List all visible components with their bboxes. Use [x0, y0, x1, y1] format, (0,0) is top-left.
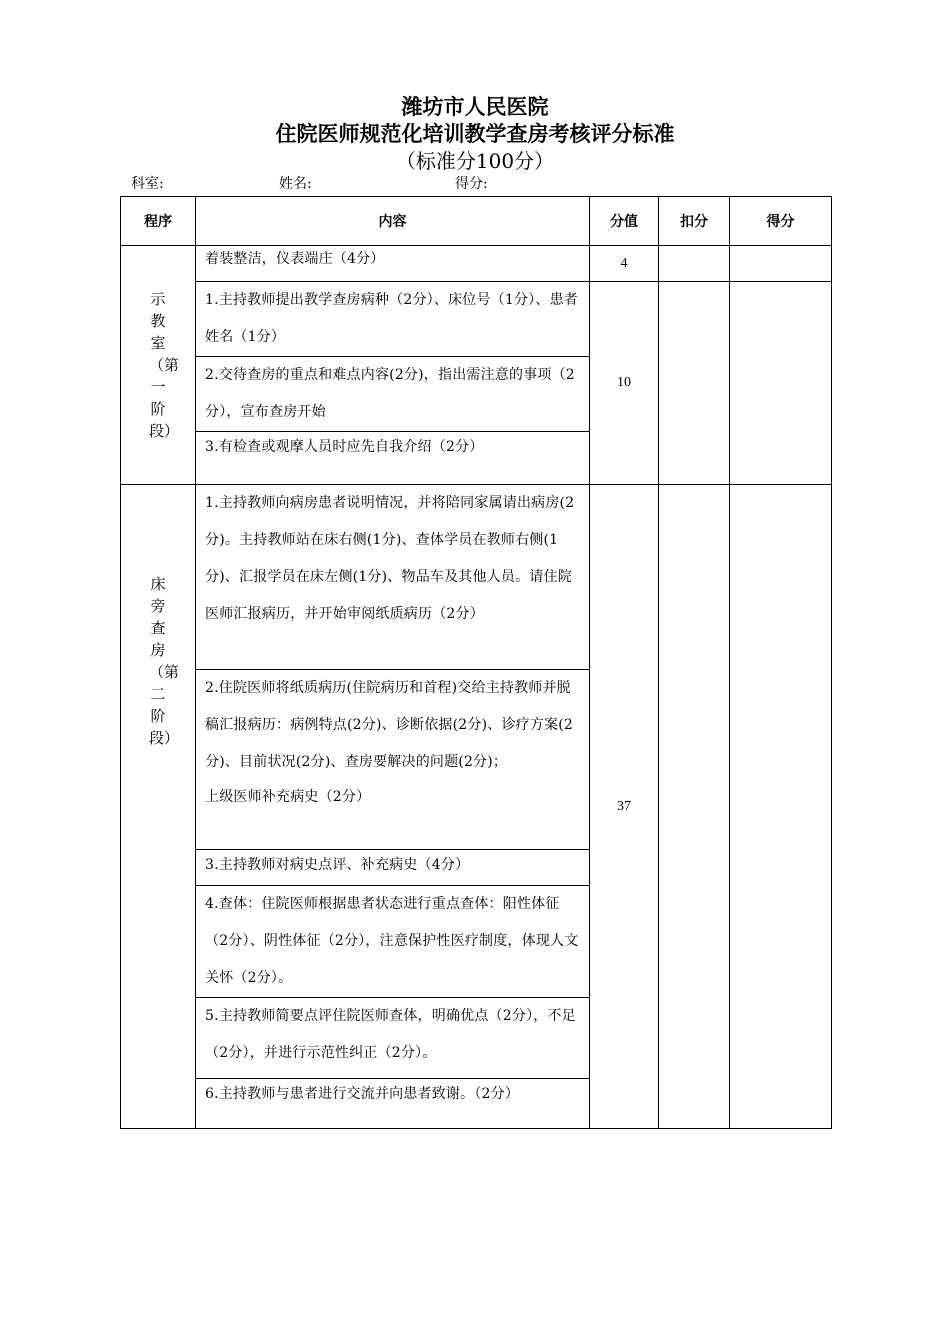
stage1-label: 示教室（第一阶段） — [149, 290, 180, 440]
stage2-row2-extra: 上级医师补充病史（2分） — [205, 789, 371, 805]
score-label: 得分: — [455, 176, 488, 192]
table-header-row — [121, 197, 832, 246]
stage1-group-deduction[interactable] — [659, 282, 730, 485]
stage2-label: 床旁查房（第二阶段） — [149, 575, 180, 747]
stage2-row6-content: 6.主持教师与患者进行交流并向患者致谢。（2分） — [196, 1079, 590, 1129]
name-label: 姓名: — [279, 176, 312, 192]
page-subtitle: （标准分100分） — [395, 149, 555, 173]
stage2-cell — [121, 485, 196, 1129]
table-row — [121, 246, 832, 282]
stage1-row0-deduction[interactable] — [659, 246, 730, 282]
stage1-group-score: 10 — [590, 282, 659, 485]
stage2-row5-content: 5.主持教师简要点评住院医师查体，明确优点（2分），不足（2分），并进行示范性纠正（2分）。 — [196, 998, 590, 1079]
stage1-row0-content: 着装整洁，仪表端庄（4分） — [196, 246, 590, 282]
header-score: 得分 — [730, 197, 832, 246]
stage1-cell — [121, 246, 196, 485]
stage1-row1-content: 1.主持教师提出教学查房病种（2分）、床位号（1分）、患者姓名（1分） — [196, 282, 590, 357]
page-title: 住院医师规范化培训教学查房考核评分标准 — [275, 121, 675, 146]
stage1-row0-score: 4 — [590, 246, 659, 282]
table-row — [121, 282, 832, 357]
stage1-row0-result[interactable] — [730, 246, 832, 282]
header-procedure: 程序 — [121, 197, 196, 246]
stage2-row2-text: 2.住院医师将纸质病历(住院病历和首程)交给主持教师并脱稿汇报病历：病例特点(2分)、诊断依据(2分)、诊疗方案(2分)、目前状况(2分)、查房要解决的问题(2分)； — [205, 680, 574, 770]
stage2-group-score: 37 — [590, 485, 659, 1129]
stage2-row4-content: 4.查体：住院医师根据患者状态进行重点查体：阳性体征（2分）、阴性体征（2分），注意保护性医疗制度，体现人文关怀（2分）。 — [196, 886, 590, 998]
header-points: 分值 — [590, 197, 659, 246]
scoring-table — [120, 196, 832, 1129]
stage2-row1-content: 1.主持教师向病房患者说明情况，并将陪同家属请出病房(2分)。主持教师站在床右侧(1分)、查体学员在教师右侧(1分)、汇报学员在床左侧(1分)、物品车及其他人员。请住院医师汇报病历，并开始审阅纸质病历（2分） — [196, 485, 590, 670]
stage1-row2-content: 2.交待查房的重点和难点内容(2分)，指出需注意的事项（2分），宣布查房开始 — [196, 357, 590, 432]
stage1-group-result[interactable] — [730, 282, 832, 485]
header-deduction: 扣分 — [659, 197, 730, 246]
dept-label: 科室: — [131, 176, 164, 192]
header-content: 内容 — [196, 197, 590, 246]
hospital-name: 潍坊市人民医院 — [401, 94, 549, 119]
stage2-row3-content: 3.主持教师对病史点评、补充病史（4分） — [196, 850, 590, 886]
stage2-group-result[interactable] — [730, 485, 832, 1129]
stage1-row3-content: 3.有检查或观摩人员时应先自我介绍（2分） — [196, 432, 590, 485]
table-row — [121, 485, 832, 670]
stage2-group-deduction[interactable] — [659, 485, 730, 1129]
stage2-row2-content — [196, 670, 590, 850]
